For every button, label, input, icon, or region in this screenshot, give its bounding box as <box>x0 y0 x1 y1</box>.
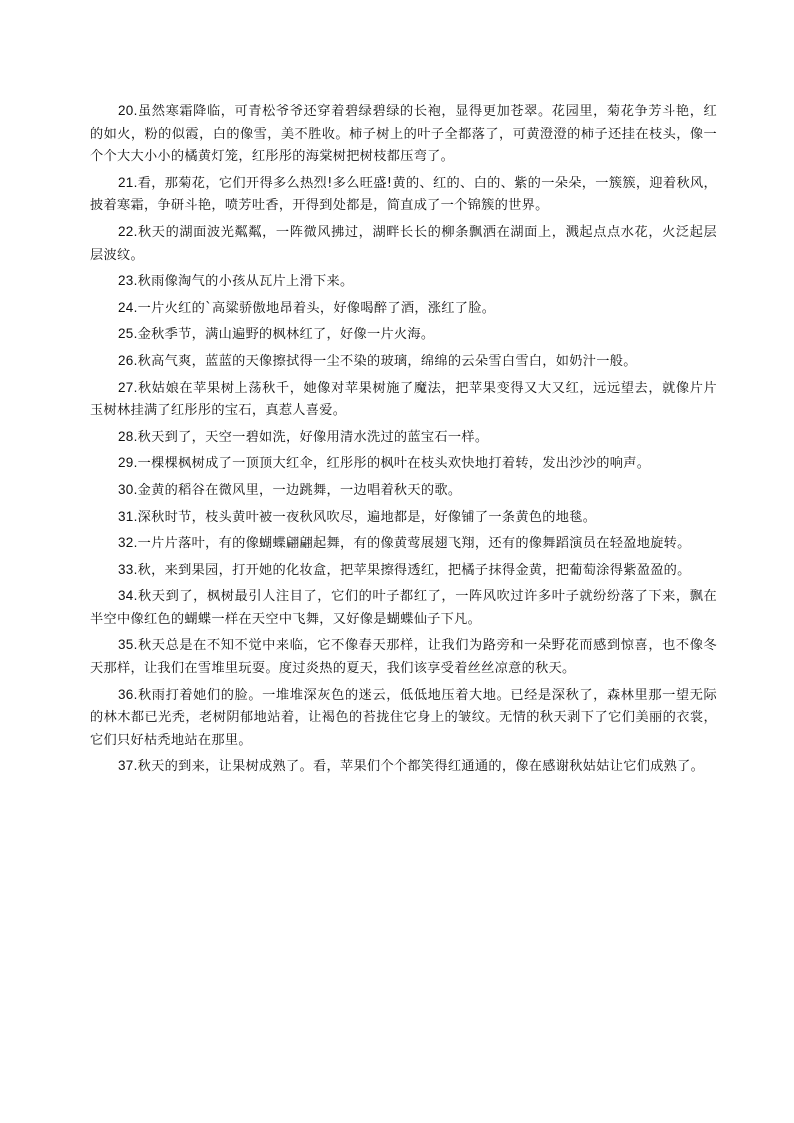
paragraph-number: 32. <box>118 535 138 551</box>
paragraph-text: 秋雨像淘气的小孩从瓦片上滑下来。 <box>137 274 354 290</box>
paragraph-31 <box>90 506 717 530</box>
paragraph-number: 30. <box>118 481 138 497</box>
paragraph-list <box>90 100 717 782</box>
paragraph-text: 一片片落叶，有的像蝴蝶翩翩起舞，有的像黄莺展翅飞翔，还有的像舞蹈演员在轻盈地旋转。 <box>137 536 691 552</box>
paragraph-23 <box>90 270 717 294</box>
paragraph-text: 秋雨打着她们的脸。一堆堆深灰色的迷云，低低地压着大地。已经是深秋了，森林里那一望无际的林木都已光秃，老树阴郁地站着，让褐色的苔拢住它身上的皱纹。无情的秋天剥下了它们美丽的衣裳，它们只好枯秃地站在那里。 <box>90 687 717 748</box>
paragraph-text: 秋姑娘在苹果树上荡秋千，她像对苹果树施了魔法，把苹果变得又大又红，远远望去，就像片片玉树林挂满了红彤彤的宝石，真惹人喜爱。 <box>90 380 717 419</box>
paragraph-text: 秋天总是在不知不觉中来临，它不像春天那样，让我们为路旁和一朵野花而感到惊喜，也不像冬天那样，让我们在雪堆里玩耍。度过炎热的夏天，我们该享受着丝丝凉意的秋天。 <box>90 638 717 677</box>
paragraph-number: 34. <box>118 588 138 604</box>
paragraph-22 <box>90 221 717 267</box>
paragraph-text: 秋天的湖面波光粼粼，一阵微风拂过，湖畔长长的柳条飘洒在湖面上，溅起点点水花，火泛起层层波纹。 <box>90 224 717 263</box>
paragraph-30 <box>90 479 717 503</box>
paragraph-number: 20. <box>118 103 138 118</box>
paragraph-35 <box>90 634 717 680</box>
paragraph-29 <box>90 452 717 476</box>
paragraph-text: 一片火红的`高粱骄傲地昂着头，好像喝醉了酒，涨红了脸。 <box>137 300 496 316</box>
paragraph-text: 秋天的到来，让果树成熟了。看，苹果们个个都笑得红通通的，像在感谢秋姑姑让它们成熟了。 <box>137 759 705 775</box>
paragraph-32 <box>90 532 717 556</box>
paragraph-number: 21. <box>118 174 138 190</box>
paragraph-text: 金秋季节，满山遍野的枫林红了，好像一片火海。 <box>137 327 435 343</box>
paragraph-number: 29. <box>118 455 138 471</box>
paragraph-number: 24. <box>118 299 138 315</box>
paragraph-number: 25. <box>118 326 138 342</box>
paragraph-36 <box>90 684 717 753</box>
paragraph-27 <box>90 377 717 423</box>
paragraph-text: 秋天到了，枫树最引人注目了，它们的叶子都红了，一阵风吹过许多叶子就纷纷落了下来，飘在半空中像红色的蝴蝶一样在天空中飞舞，又好像是蝴蝶仙子下凡。 <box>90 589 717 627</box>
paragraph-number: 36. <box>118 686 138 702</box>
paragraph-text: 虽然寒霜降临，可青松爷爷还穿着碧绿碧绿的长袍，显得更加苍翠。花园里，菊花争芳斗艳，红的如火，粉的似霞，白的像雪，美不胜收。柿子树上的叶子全都落了，可黄澄澄的柿子还挂在枝头，像一个个大大小小的橘黄灯笼，红彤彤的海棠树把树枝都压弯了。 <box>90 104 717 165</box>
paragraph-number: 37. <box>118 758 138 774</box>
paragraph-25 <box>90 323 717 347</box>
paragraph-28 <box>90 426 717 450</box>
paragraph-34 <box>90 585 717 631</box>
paragraph-number: 28. <box>118 428 138 444</box>
paragraph-21 <box>90 172 717 218</box>
paragraph-24 <box>90 297 717 321</box>
paragraph-number: 31. <box>118 508 138 524</box>
paragraph-33 <box>90 559 717 583</box>
paragraph-text: 一棵棵枫树成了一顶顶大红伞，红彤彤的枫叶在枝头欢快地打着转，发出沙沙的响声。 <box>137 456 651 472</box>
paragraph-number: 35. <box>118 637 138 653</box>
paragraph-text: 看，那菊花，它们开得多么热烈!多么旺盛!黄的、红的、白的、紫的一朵朵，一簇簇，迎着秋风，披着寒霜，争研斗艳，喷芳吐香，开得到处都是，简直成了一个锦簇的世界。 <box>90 175 717 214</box>
paragraph-text: 深秋时节，枝头黄叶被一夜秋风吹尽，遍地都是，好像铺了一条黄色的地毯。 <box>137 509 597 525</box>
paragraph-number: 33. <box>118 561 138 577</box>
paragraph-text: 秋，来到果园，打开她的化妆盒，把苹果擦得透红，把橘子抹得金黄，把葡萄涂得紫盈盈的。 <box>137 562 691 578</box>
paragraph-text: 秋高气爽，蓝蓝的天像擦拭得一尘不染的玻璃，绵绵的云朵雪白雪白，如奶汁一般。 <box>137 353 637 369</box>
paragraph-20 <box>90 100 717 169</box>
paragraph-number: 26. <box>118 352 138 368</box>
paragraph-37 <box>90 755 717 779</box>
paragraph-text: 秋天到了，天空一碧如洗，好像用清水洗过的蓝宝石一样。 <box>137 429 489 445</box>
paragraph-number: 22. <box>118 223 138 239</box>
paragraph-26 <box>90 350 717 374</box>
paragraph-number: 23. <box>118 273 138 289</box>
paragraph-number: 27. <box>118 379 138 395</box>
paragraph-text: 金黄的稻谷在微风里，一边跳舞，一边唱着秋天的歌。 <box>137 482 462 498</box>
